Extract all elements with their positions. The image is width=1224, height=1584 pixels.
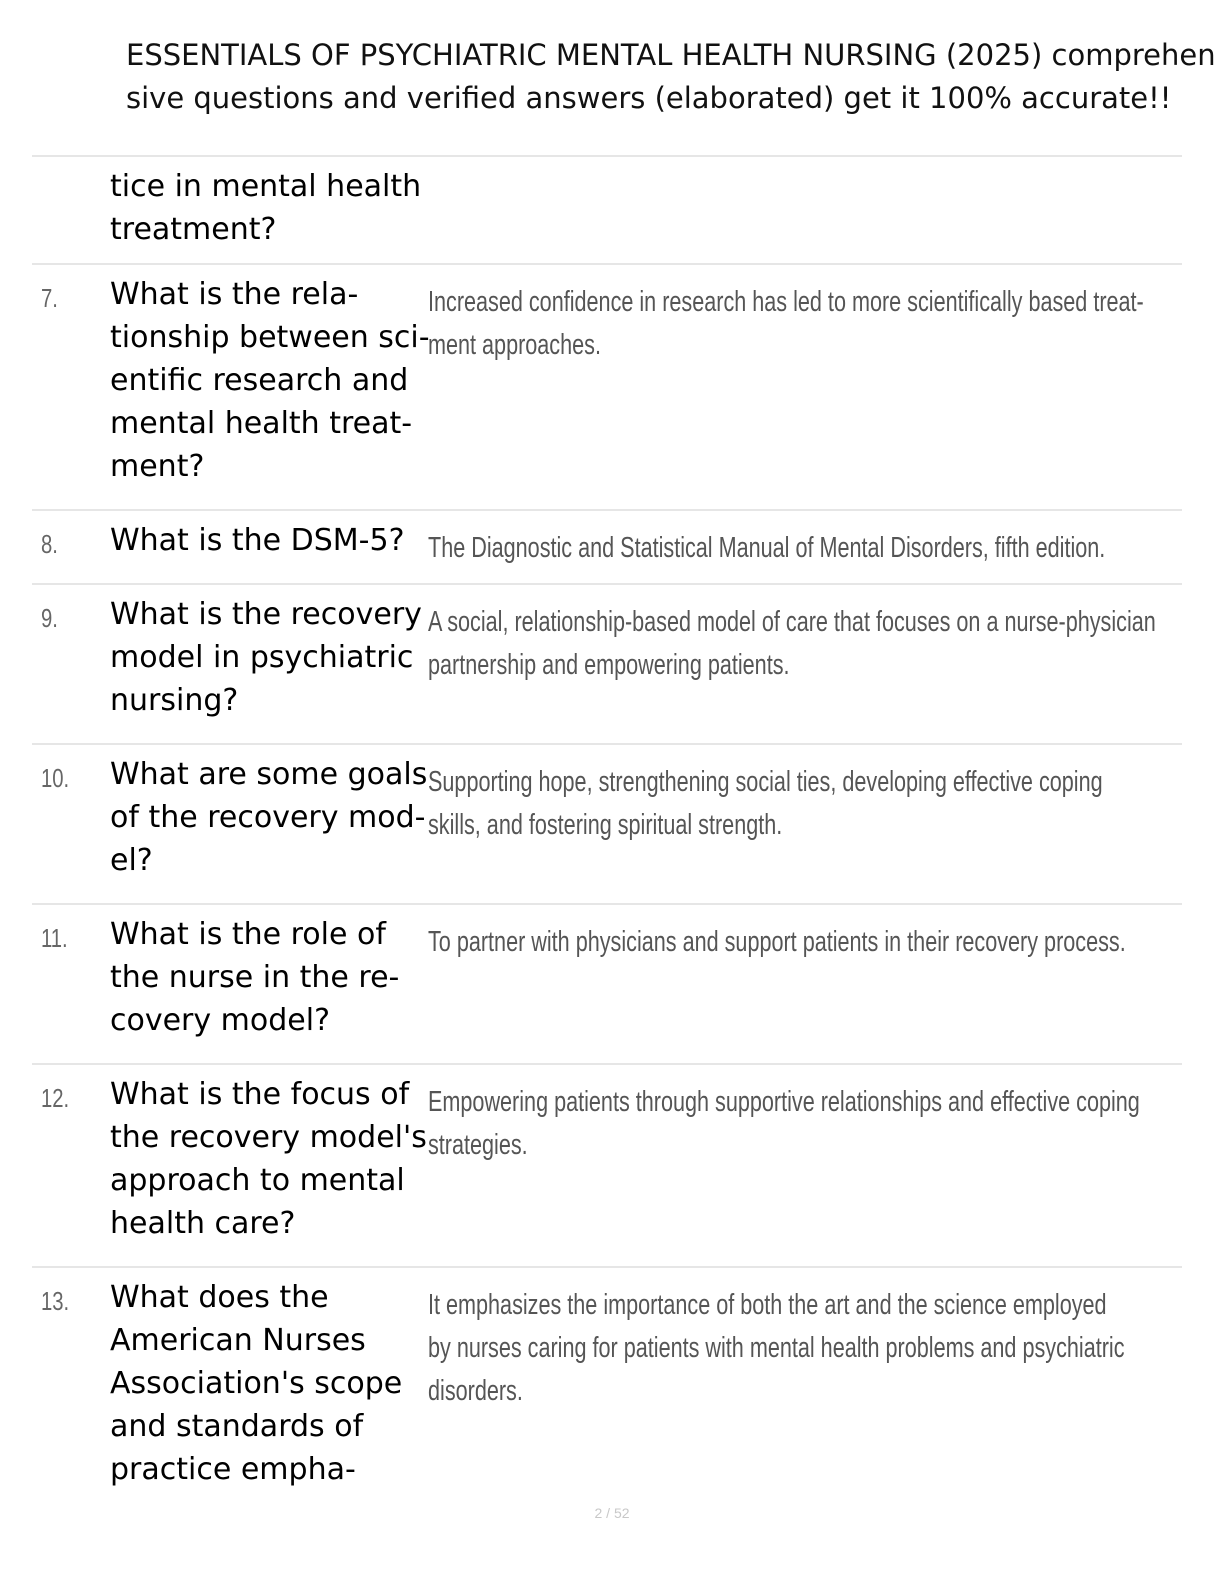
qa-table <box>32 155 1182 1526</box>
question-line: What are some goals <box>110 757 428 792</box>
question-number: 10. <box>41 763 70 793</box>
question-line: What does the <box>110 1280 329 1315</box>
qa-row <box>32 743 1182 903</box>
answer-line: strategies. <box>428 1129 528 1161</box>
answer-line: Increased confidence in research has led to more scientifically based treat- <box>428 286 1144 318</box>
question-line: What is the recovery <box>110 597 422 632</box>
question-line: el? <box>110 843 153 878</box>
answer-text <box>428 761 1173 847</box>
question-line: tice in mental health <box>110 169 422 204</box>
answer-line: partnership and empowering patients. <box>428 649 790 681</box>
qa-row <box>32 903 1182 1063</box>
answer-text <box>428 601 1173 687</box>
question-text <box>110 1276 428 1491</box>
answer-line: Supporting hope, strengthening social ties, developing effective coping <box>428 766 1103 798</box>
question-number: 7. <box>41 283 58 313</box>
answer-line: by nurses caring for patients with mental health problems and psychiatric <box>428 1332 1125 1364</box>
answer-text <box>428 1284 1173 1413</box>
question-line: model in psychiatric <box>110 640 414 675</box>
header-line-2: sive questions and verified answers (elaborated) get it 100% accurate!! <box>126 81 1172 115</box>
question-text <box>110 273 428 488</box>
qa-row <box>32 1063 1182 1266</box>
answer-line: The Diagnostic and Statistical Manual of Mental Disorders, fifth edition. <box>428 532 1106 564</box>
question-number: 13. <box>41 1286 70 1316</box>
question-text <box>110 913 428 1042</box>
answer-text <box>428 1081 1173 1167</box>
question-line: the recovery model's <box>110 1120 427 1155</box>
question-line: American Nurses <box>110 1323 366 1358</box>
question-line: mental health treat- <box>110 406 413 441</box>
question-line: treatment? <box>110 212 277 247</box>
question-line: ment? <box>110 449 205 484</box>
question-number: 8. <box>41 529 58 559</box>
answer-line: It emphasizes the importance of both the art and the science employed <box>428 1289 1107 1321</box>
question-line: What is the rela- <box>110 277 359 312</box>
answer-line: A social, relationship-based model of care that focuses on a nurse-physician <box>428 606 1156 638</box>
question-text <box>110 165 428 251</box>
question-line: tionship between sci- <box>110 320 430 355</box>
header-line-1: ESSENTIALS OF PSYCHIATRIC MENTAL HEALTH NURSING (2025) comprehen <box>126 38 1216 72</box>
question-line: What is the DSM-5? <box>110 523 405 558</box>
answer-line: skills, and fostering spiritual strength. <box>428 809 783 841</box>
qa-row <box>32 509 1182 583</box>
answer-line: Empowering patients through supportive relationships and effective coping <box>428 1086 1140 1118</box>
question-text <box>110 519 428 562</box>
qa-row <box>32 583 1182 743</box>
question-line: nursing? <box>110 683 239 718</box>
question-line: What is the focus of <box>110 1077 410 1112</box>
qa-row <box>32 1266 1182 1526</box>
question-line: What is the role of <box>110 917 386 952</box>
page-number: 2 / 52 <box>594 1505 630 1521</box>
question-line: practice empha- <box>110 1452 356 1487</box>
answer-line: ment approaches. <box>428 329 601 361</box>
question-line: health care? <box>110 1206 296 1241</box>
question-text <box>110 593 428 722</box>
answer-line: disorders. <box>428 1375 523 1407</box>
question-text <box>110 753 428 882</box>
question-number: 11. <box>41 923 68 953</box>
question-line: the nurse in the re- <box>110 960 400 995</box>
question-line: entific research and <box>110 363 409 398</box>
question-line: of the recovery mod- <box>110 800 426 835</box>
answer-text <box>428 527 1173 570</box>
question-line: covery model? <box>110 1003 331 1038</box>
question-number: 9. <box>41 603 58 633</box>
answer-text <box>428 281 1173 367</box>
answer-text <box>428 921 1173 964</box>
qa-row <box>32 155 1182 263</box>
qa-row <box>32 263 1182 509</box>
question-number: 12. <box>41 1083 70 1113</box>
question-line: approach to mental <box>110 1163 405 1198</box>
question-line: and standards of <box>110 1409 364 1444</box>
question-text <box>110 1073 428 1245</box>
answer-line: To partner with physicians and support patients in their recovery process. <box>428 926 1126 958</box>
question-line: Association's scope <box>110 1366 403 1401</box>
document-header <box>126 34 1224 120</box>
